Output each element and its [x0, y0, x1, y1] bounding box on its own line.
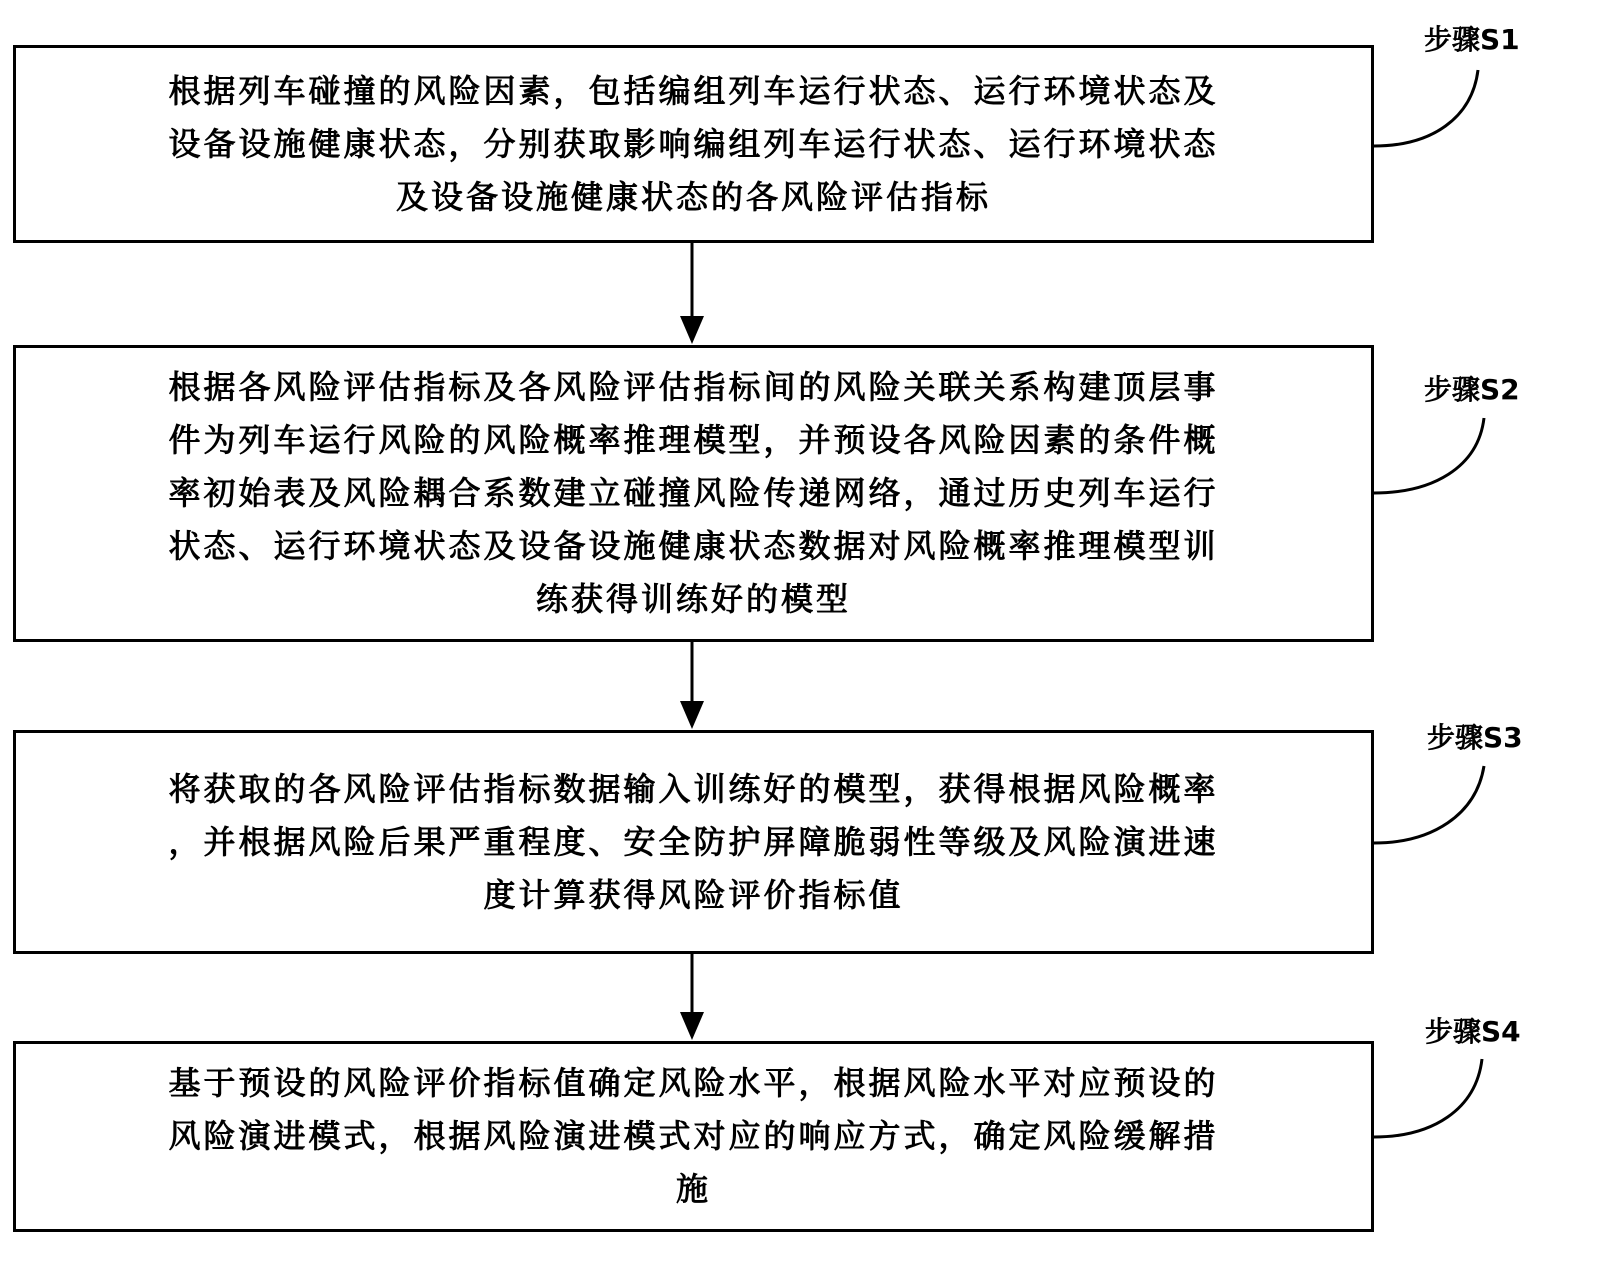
leader-line-s4 [1374, 1059, 1482, 1137]
step-s1-text: 根据列车碰撞的风险因素，包括编组列车运行状态、运行环境状态及 设备设施健康状态，分别获取影响编组列车运行状态、运行环境状态 及设备设施健康状态的各风险评估指标 [168, 71, 1219, 216]
step-s4-box [13, 1041, 1374, 1232]
step-s4-text: 基于预设的风险评价指标值确定风险水平，根据风险水平对应预设的 风险演进模式，根据风险演进模式对应的响应方式，确定风险缓解措 施 [168, 1064, 1219, 1208]
step-s1-box [13, 45, 1374, 243]
step-s4-label: 步骤S4 [1425, 1015, 1521, 1048]
flow-arrow-s3-s4 [680, 954, 704, 1040]
step-s3-box [13, 730, 1374, 954]
step-s3-text: 将获取的各风险评估指标数据输入训练好的模型，获得根据风险概率 ，并根据风险后果严重程度、安全防护屏障脆弱性等级及风险演进速 度计算获得风险评价指标值 [168, 769, 1219, 914]
leader-line-s3 [1374, 766, 1484, 843]
flow-arrow-s2-s3 [680, 642, 704, 729]
leader-line-s2 [1374, 418, 1484, 493]
leader-line-s1 [1374, 70, 1478, 146]
step-s2-box [13, 345, 1374, 642]
flow-arrow-s1-s2 [680, 243, 704, 344]
step-s1-label: 步骤S1 [1424, 23, 1520, 56]
step-s3-label: 步骤S3 [1427, 721, 1523, 754]
step-s2-label: 步骤S2 [1424, 373, 1520, 406]
step-s2-text: 根据各风险评估指标及各风险评估指标间的风险关联关系构建顶层事 件为列车运行风险的风险概率推理模型，并预设各风险因素的条件概 率初始表及风险耦合系数建立碰撞风险传递网络，通过历史列车运行 状态、运行环境状态及设备设施健康状态数据对风险概率推理模型训 练获得训练好的模型 [168, 368, 1219, 618]
